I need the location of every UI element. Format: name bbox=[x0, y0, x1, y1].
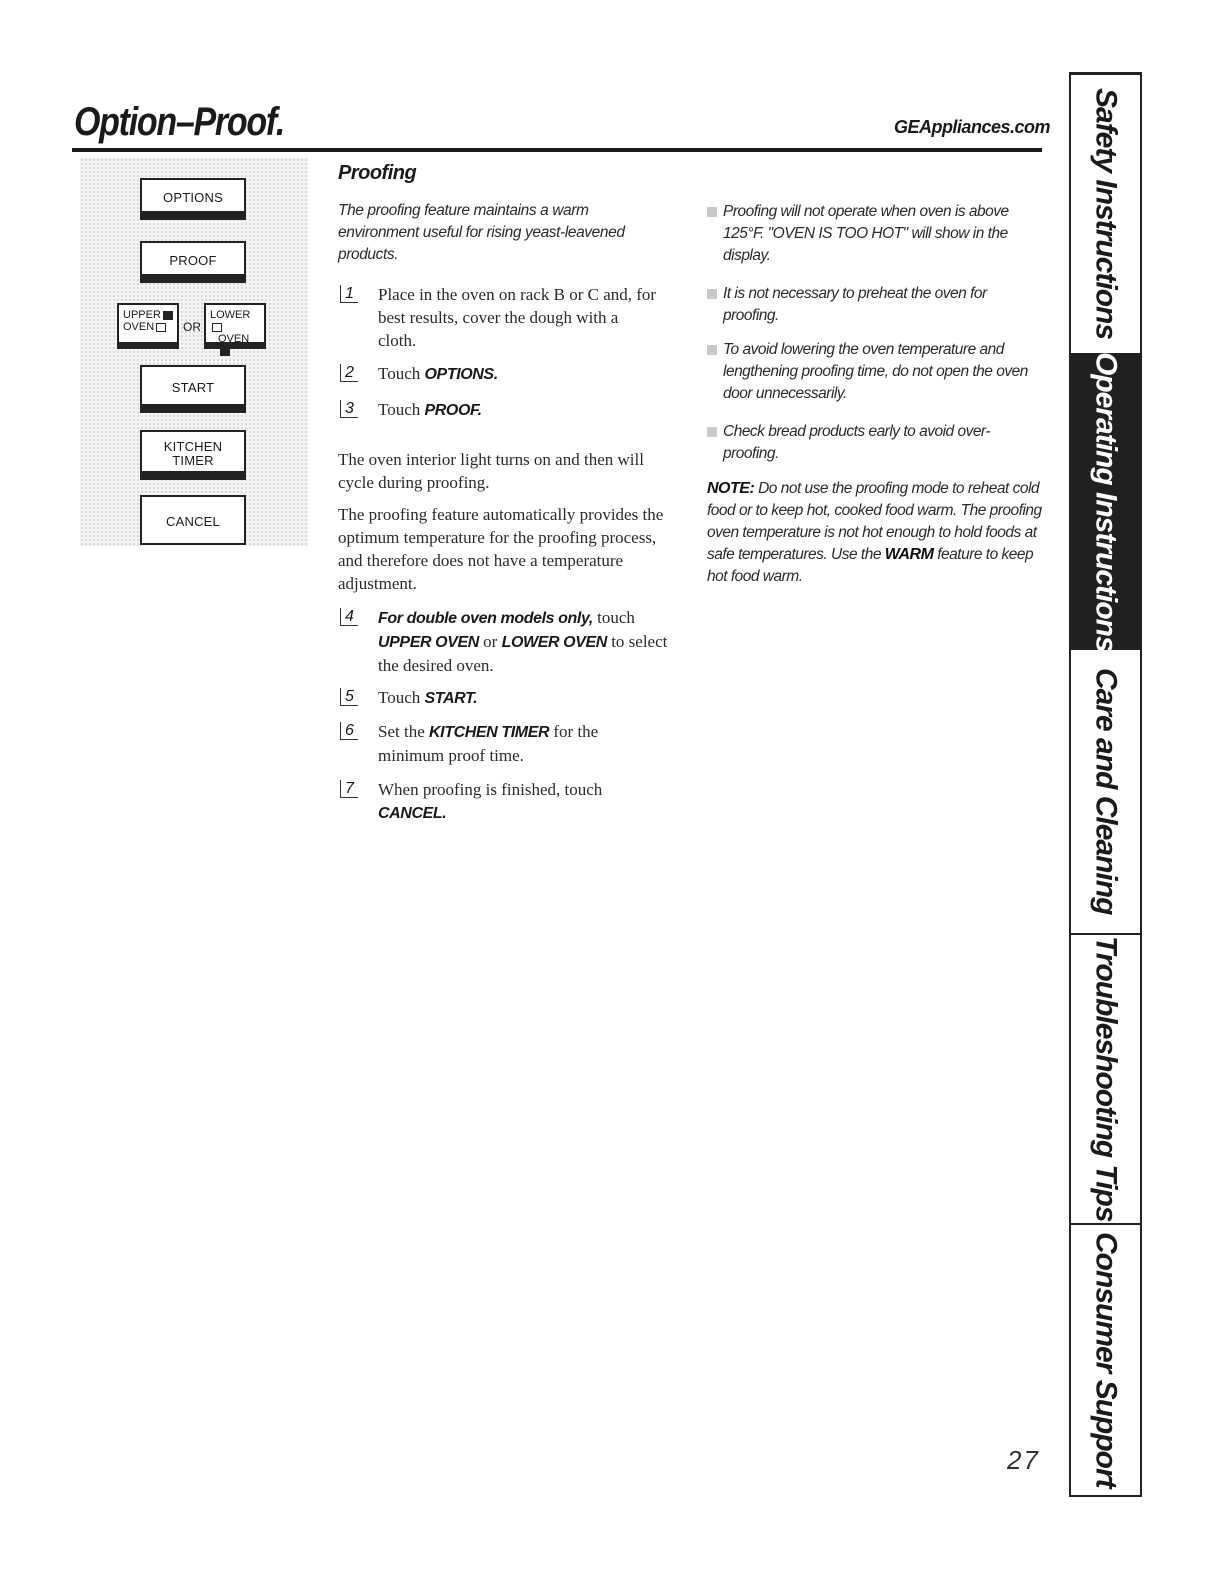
step-text-pre: When proofing is finished, touch bbox=[378, 780, 603, 799]
page-title: Option–Proof. bbox=[74, 100, 285, 144]
lower-oven-keyword: LOWER OVEN bbox=[501, 634, 607, 651]
upper-oven-line2: OVEN bbox=[123, 321, 155, 334]
upper-oven-line1: UPPER bbox=[123, 309, 161, 321]
kitchen-timer-line1: KITCHEN bbox=[163, 438, 223, 454]
start-pad-label: START bbox=[171, 379, 215, 395]
square-bullet-icon bbox=[707, 345, 717, 355]
step-text-post: for the minimum proof time. bbox=[378, 722, 599, 765]
step-number: 2 bbox=[340, 364, 358, 382]
step-number: 7 bbox=[340, 780, 358, 798]
step-number: 3 bbox=[340, 400, 358, 418]
cancel-keyword: CANCEL. bbox=[378, 805, 447, 822]
tab-label: Troubleshooting Tips bbox=[1089, 936, 1123, 1222]
tab-safety-instructions[interactable] bbox=[1071, 75, 1140, 355]
indicator-filled-icon bbox=[163, 311, 173, 320]
step-text bbox=[378, 606, 668, 677]
note-text: Proofing will not operate when oven is above 125°F. "OVEN IS TOO HOT" will show in the display. bbox=[723, 203, 1009, 264]
options-pad-label: OPTIONS bbox=[163, 189, 223, 205]
note-item bbox=[695, 283, 1040, 327]
tab-operating-instructions[interactable] bbox=[1071, 351, 1140, 652]
square-bullet-icon bbox=[707, 289, 717, 299]
section-tabs bbox=[1069, 72, 1142, 1497]
section-heading: Proofing bbox=[338, 162, 417, 184]
note-body: Do not use the proofing mode to reheat cold food or to keep hot, cooked food warm. The proofing oven temperature is not hot enough to hold foods at safe temperatures. Use the bbox=[707, 480, 1042, 563]
warm-keyword: WARM bbox=[884, 546, 934, 563]
note-label: NOTE: bbox=[707, 480, 755, 497]
note-text: It is not necessary to preheat the oven for proofing. bbox=[723, 285, 987, 324]
step-text bbox=[378, 686, 477, 710]
upper-oven-keyword: UPPER OVEN bbox=[378, 634, 479, 651]
note-item bbox=[695, 339, 1040, 405]
double-oven-keyword: For double oven models only, bbox=[378, 610, 593, 627]
cancel-pad-label: CANCEL bbox=[166, 514, 220, 530]
header-rule bbox=[72, 148, 1042, 152]
step-text bbox=[378, 720, 648, 767]
lower-oven-line1: LOWER bbox=[210, 309, 251, 321]
square-bullet-icon bbox=[707, 207, 717, 217]
step-number: 4 bbox=[340, 608, 358, 626]
step-text: Place in the oven on rack B or C and, for best results, cover the dough with a cloth. bbox=[378, 285, 657, 350]
proof-keyword: PROOF. bbox=[424, 402, 482, 419]
note-text: To avoid lowering the oven temperature and lengthening proofing time, do not open the oven door unnecessarily. bbox=[723, 341, 1028, 402]
proof-pad-label: PROOF bbox=[169, 252, 217, 268]
tab-care-and-cleaning[interactable] bbox=[1071, 650, 1140, 935]
control-panel-illustration bbox=[80, 158, 308, 546]
square-bullet-icon bbox=[707, 427, 717, 437]
section-intro: The proofing feature maintains a warm environment useful for rising yeast-leavened products. bbox=[338, 202, 625, 263]
tab-label: Safety Instructions bbox=[1089, 88, 1123, 340]
step-text-pre: Touch bbox=[378, 364, 425, 383]
lower-oven-pad bbox=[204, 303, 266, 349]
upper-oven-pad bbox=[117, 303, 179, 349]
paragraph-feature: The proofing feature automatically provides the optimum temperature for the proofing process, and therefore does not have a temperature adjustment. bbox=[338, 505, 664, 593]
kitchen-timer-pad bbox=[140, 430, 246, 480]
tab-label: Consumer Support bbox=[1089, 1232, 1123, 1488]
or-label: OR bbox=[183, 320, 201, 334]
indicator-empty-icon bbox=[156, 323, 166, 332]
step-text-pre: Touch bbox=[378, 688, 425, 707]
step-text-pre: Set the bbox=[378, 722, 429, 741]
options-keyword: OPTIONS. bbox=[424, 366, 498, 383]
step-text-mid: or bbox=[478, 632, 502, 651]
tab-troubleshooting-tips[interactable] bbox=[1071, 935, 1140, 1225]
lower-oven-line2: OVEN bbox=[218, 333, 250, 346]
start-keyword: START. bbox=[424, 690, 478, 707]
tab-label: Care and Cleaning bbox=[1089, 668, 1123, 915]
note-block bbox=[707, 478, 1047, 588]
step-text bbox=[378, 778, 668, 825]
step-number: 5 bbox=[340, 688, 358, 706]
tab-label: Operating Instructions bbox=[1089, 351, 1123, 652]
indicator-filled-icon bbox=[220, 347, 230, 356]
step-number: 1 bbox=[340, 285, 358, 303]
kitchen-timer-keyword: KITCHEN TIMER bbox=[429, 724, 550, 741]
kitchen-timer-pad-label bbox=[164, 436, 222, 467]
indicator-empty-icon bbox=[212, 323, 222, 332]
step-number: 6 bbox=[340, 722, 358, 740]
step-text bbox=[378, 398, 482, 422]
note-item bbox=[695, 201, 1040, 267]
kitchen-timer-line2: TIMER bbox=[172, 452, 214, 468]
site-url[interactable]: GEAppliances.com bbox=[893, 117, 1050, 137]
step-text-post: to select the desired oven. bbox=[378, 632, 668, 675]
options-pad bbox=[140, 178, 246, 220]
start-pad bbox=[140, 365, 246, 413]
note-item bbox=[695, 421, 1040, 465]
paragraph-light: The oven interior light turns on and then will cycle during proofing. bbox=[338, 450, 644, 492]
step-text-pre: Touch bbox=[378, 400, 425, 419]
step-text-mid: touch bbox=[592, 608, 635, 627]
note-body-end: feature to keep hot food warm. bbox=[707, 546, 1034, 585]
cancel-pad bbox=[140, 495, 246, 545]
note-text: Check bread products early to avoid over-proofing. bbox=[723, 423, 990, 462]
tab-consumer-support[interactable] bbox=[1071, 1225, 1140, 1495]
step-text bbox=[378, 362, 498, 386]
page-number: 27 bbox=[1007, 1445, 1040, 1475]
proof-pad bbox=[140, 241, 246, 283]
